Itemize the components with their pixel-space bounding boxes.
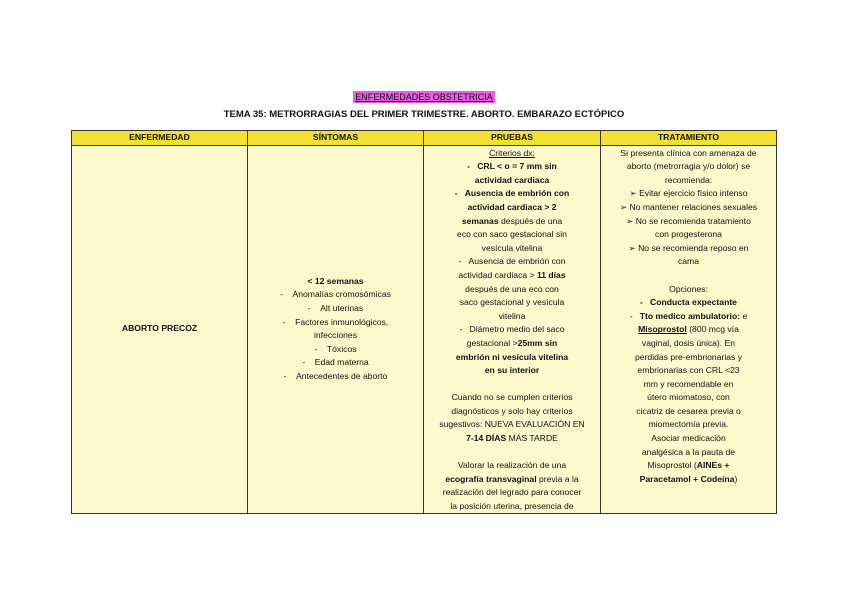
- treatment-line: miomectomía previa.: [648, 419, 729, 430]
- treatment-rec-cont: cama: [677, 256, 699, 267]
- tests-eco-3: realización del legrado para conocer: [442, 487, 582, 498]
- tests-heading: Criterios dx:: [489, 147, 535, 158]
- treatment-rec: ➢ No se recomienda reposo en: [628, 242, 749, 253]
- symptom-item: - Factores inmunológicos,: [282, 316, 389, 327]
- treatment-misoprostol: Misoprostol (800 mcg vía: [638, 324, 739, 335]
- symptoms-cell: [248, 145, 424, 513]
- treatment-option-1: - Conducta expectante: [640, 297, 737, 308]
- symptom-item: - Antecedentes de aborto: [283, 370, 388, 381]
- document-title: [0, 87, 848, 105]
- header-sintomas: SÍNTOMAS: [248, 131, 424, 146]
- treatment-line: vaginal, dosis única). En: [641, 337, 736, 348]
- test-ausencia-1: - Ausencia de embrión con: [454, 188, 570, 199]
- summary-table: [71, 130, 777, 514]
- tests-eco-1: Valorar la realización de una: [457, 460, 567, 471]
- header-tratamiento: TRATAMIENTO: [601, 131, 777, 146]
- treatment-rec-cont: con progesterona: [655, 229, 722, 240]
- test-ausencia-1e: vesícula vitelina: [481, 242, 543, 253]
- test-diametro-2: gestacional >25mm sin: [466, 337, 558, 348]
- treatment-options: Opciones:: [669, 283, 708, 294]
- treatment-line: analgésica a la pauta de: [641, 446, 736, 457]
- treatment-line: cicatriz de cesarea previa o: [636, 405, 741, 416]
- disease-cell: ABORTO PRECOZ: [72, 145, 248, 513]
- test-ausencia-1b: actividad cardiaca > 2: [467, 201, 557, 212]
- test-crl-2: actividad cardiaca: [474, 174, 550, 185]
- symptom-weeks: < 12 semanas: [307, 275, 364, 286]
- test-ausencia-2b: actividad cardiaca > 11 días: [458, 269, 566, 280]
- tests-note-2: diagnósticos y solo hay criterios: [451, 405, 573, 416]
- treatment-rec: ➢ No mantener relaciones sexuales: [619, 201, 758, 212]
- symptom-item: infecciones: [314, 330, 357, 341]
- treatment-option-2: - Tto medico ambulatorio: e: [629, 310, 748, 321]
- tests-note-1: Cuando no se cumplen criterios: [451, 392, 573, 403]
- treatment-line: Misoprostol (AINEs +: [647, 460, 730, 471]
- treatment-line: mm y recomendable en: [643, 378, 734, 389]
- symptom-item: - Tóxicos: [314, 343, 357, 354]
- tests-cell: [424, 145, 601, 513]
- treatment-line: Paracetamol + Codeína): [639, 473, 738, 484]
- test-ausencia-2e: vitelina: [498, 310, 526, 321]
- test-ausencia-2d: saco gestacional y vesícula: [459, 297, 565, 308]
- test-diametro-3: embrión ni vesícula vitelina: [455, 351, 569, 362]
- treatment-cell: [601, 145, 777, 513]
- treatment-line: útero miomatoso, con: [647, 392, 730, 403]
- treatment-rec: ➢ No se recomienda tratamiento: [626, 215, 751, 226]
- treatment-intro-3: recomienda:: [664, 174, 713, 185]
- treatment-intro-2: aborto (metrorragia y/o dolor) se: [626, 161, 751, 172]
- test-diametro-4: en su interior: [484, 365, 540, 376]
- document-subtitle: TEMA 35: METRORRAGIAS DEL PRIMER TRIMESTRE. ABORTO. EMBARAZO ECTÓPICO: [223, 109, 625, 120]
- treatment-line: Asociar medicación: [651, 433, 726, 444]
- test-diametro: - Diámetro medio del saco: [459, 324, 565, 335]
- test-ausencia-1d: eco con saco gestacional sin: [457, 229, 567, 240]
- symptom-item: - Anomalías cromosómicas: [280, 289, 391, 300]
- tests-note-3: sugestivos: NUEVA EVALUACIÓN EN: [439, 419, 585, 430]
- symptom-item: - Edad materna: [302, 357, 369, 368]
- tests-eco-2: ecografía transvaginal previa a la: [445, 473, 579, 484]
- symptom-item: - Alt uterinas: [307, 302, 364, 313]
- treatment-line: perdidas pre-embrionarias y: [635, 351, 742, 362]
- test-ausencia-2: - Ausencia de embrión con: [458, 256, 566, 267]
- table-header-row: [72, 131, 777, 146]
- test-ausencia-1c: semanas después de una: [461, 215, 563, 226]
- document-title-text: ENFERMEDADES OBSTETRICIA: [355, 92, 493, 102]
- test-crl: - CRL < o = 7 mm sin: [467, 161, 557, 172]
- treatment-rec: ➢ Evitar ejercicio físico intenso: [629, 188, 748, 199]
- header-pruebas: PRUEBAS: [424, 131, 601, 146]
- tests-eco-4: la posición uterina, presencia de: [450, 501, 574, 512]
- header-enfermedad: ENFERMEDAD: [72, 131, 248, 146]
- treatment-intro-1: Si presenta clínica con amenaza de: [620, 147, 757, 158]
- tests-note-4: 7-14 DÍAS MÁS TARDE: [466, 433, 558, 444]
- test-ausencia-2c: después de una eco con: [465, 283, 559, 294]
- treatment-line: embrionarias con CRL <23: [637, 365, 740, 376]
- table-row: [72, 145, 777, 513]
